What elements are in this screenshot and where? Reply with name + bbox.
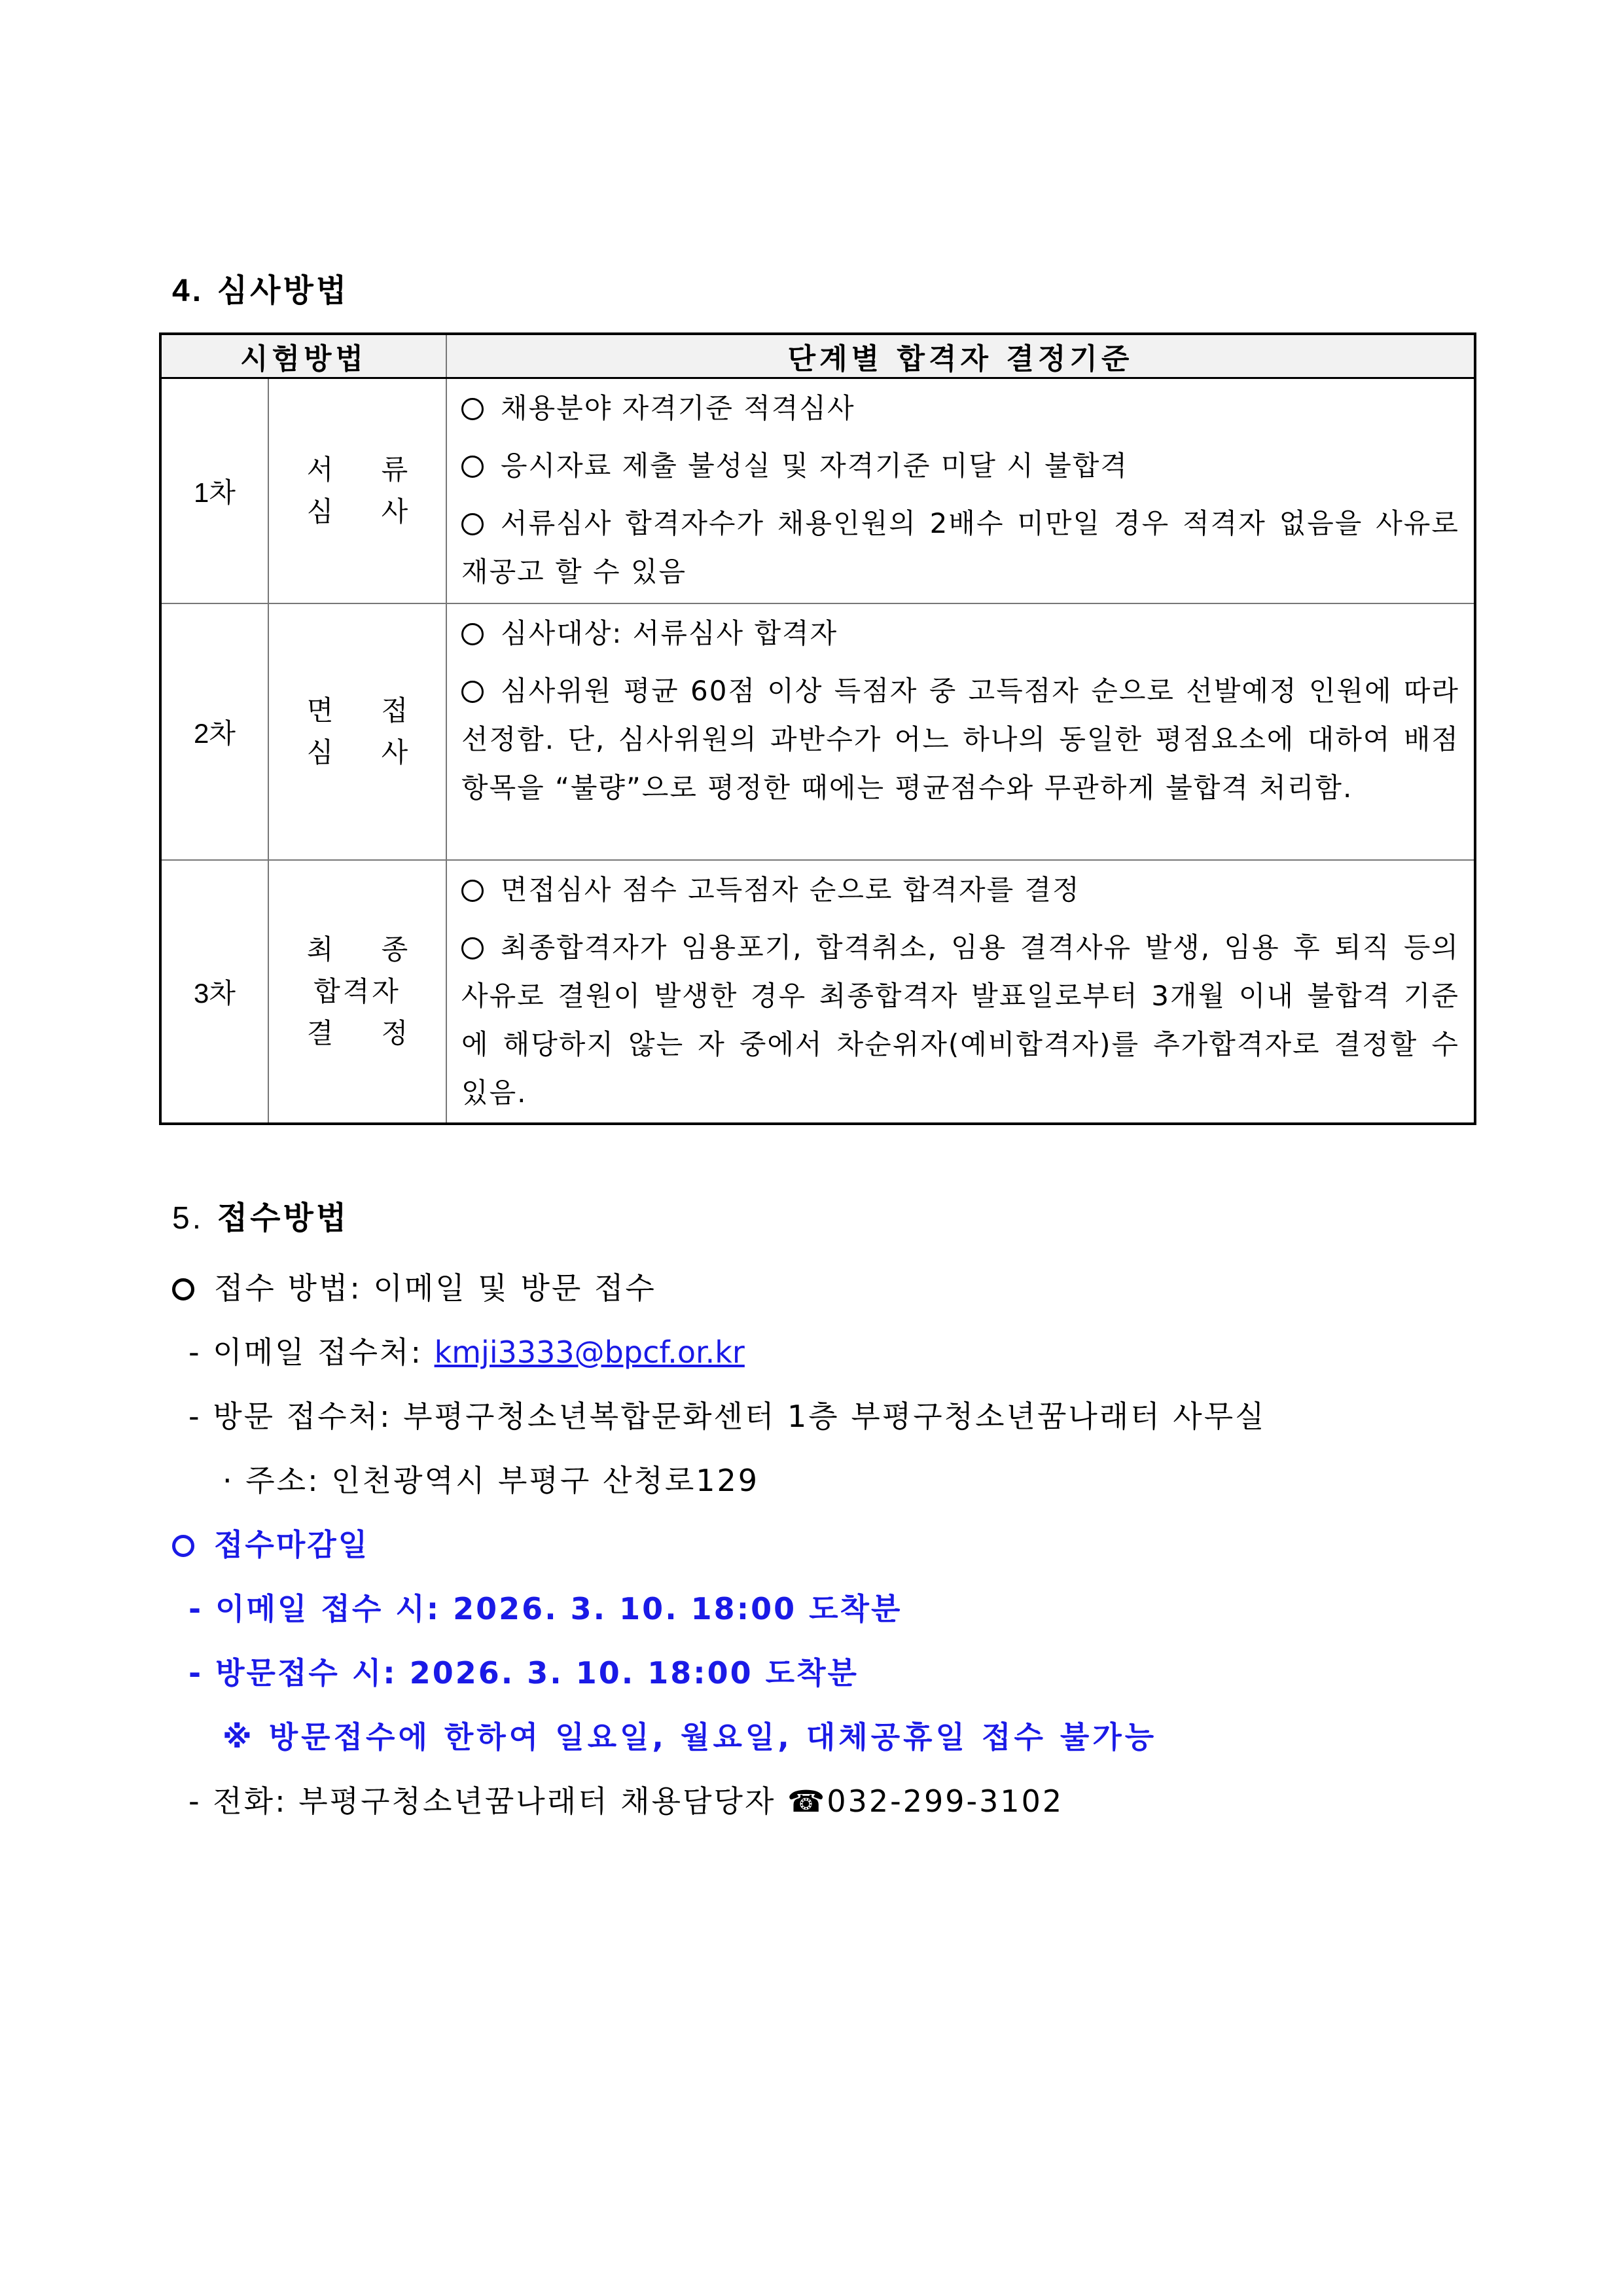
stage-cell: 2차 <box>160 603 268 860</box>
phone-label: - 전화: 부평구청소년꿈나래터 채용담당자 <box>188 1784 787 1819</box>
deadline-note: ※ 방문접수에 한하여 일요일, 월요일, 대체공휴일 접수 불가능 <box>223 1719 1158 1755</box>
table-row <box>160 860 1475 1124</box>
table-header-row <box>160 334 1475 378</box>
section-5-number: 5. <box>172 1201 204 1236</box>
section-4-number: 4. <box>172 274 204 308</box>
address-line: · 주소: 인천광역시 부평구 산청로129 <box>223 1463 760 1498</box>
table-row <box>160 603 1475 860</box>
criteria-item: 채용분야 자격기준 적격심사 <box>461 384 1459 433</box>
email-submission <box>188 1329 745 1372</box>
deadline-title: 접수마감일 <box>172 1521 369 1564</box>
criteria-item: 최종합격자가 임용포기, 합격취소, 임용 결격사유 발생, 임용 후 퇴직 등의 사유로 결원이 발생한 경우 최종합격자 발표일로부터 3개월 이내 불합격 기준에 해당하지 않는 자 중에서 차순위자(예비합격자)를 추가합격자로 결정할 수 있음. <box>461 931 1459 1109</box>
ring-bullet-icon <box>172 1535 194 1557</box>
phone-icon: ☎ <box>787 1784 827 1819</box>
method-line: 서 류 <box>306 453 428 486</box>
criteria-item: 심사위원 평균 60점 이상 득점자 중 고득점자 순으로 선발예정 인원에 따라 선정함. 단, 심사위원의 과반수가 어느 하나의 동일한 평점요소에 대하여 배점항목을 “불량”으로 평정한 때에는 평균점수와 무관하게 불합격 처리함. <box>461 674 1459 804</box>
method-line: 심 사 <box>306 736 428 768</box>
criteria-cell <box>446 603 1475 860</box>
circle-bullet-icon <box>461 937 484 960</box>
header-exam-method: 시험방법 <box>160 334 446 378</box>
circle-bullet-icon <box>461 681 484 703</box>
email-link[interactable]: kmji3333@bpcf.or.kr <box>434 1335 745 1370</box>
review-method-table <box>159 332 1476 1125</box>
circle-bullet-icon <box>461 880 484 902</box>
phone-line <box>188 1778 1063 1821</box>
stage-cell: 3차 <box>160 860 268 1124</box>
table-row <box>160 378 1475 603</box>
deadline-visit: - 방문접수 시: 2026. 3. 10. 18:00 도착분 <box>188 1655 859 1691</box>
submission-method: 접수 방법: 이메일 및 방문 접수 <box>172 1265 656 1308</box>
header-criteria: 단계별 합격자 결정기준 <box>446 334 1475 378</box>
method-line: 심 사 <box>306 495 428 528</box>
criteria-cell <box>446 860 1475 1124</box>
method-line: 결 정 <box>306 1016 428 1049</box>
ring-bullet-icon <box>172 1278 194 1300</box>
criteria-item: 심사대상: 서류심사 합격자 <box>461 609 1459 658</box>
method-line: 최 종 <box>306 933 428 965</box>
method-cell <box>268 378 446 603</box>
phone-number: 032-299-3102 <box>827 1784 1064 1819</box>
criteria-item: 응시자료 제출 불성실 및 자격기준 미달 시 불합격 <box>461 442 1459 490</box>
criteria-item: 면접심사 점수 고득점자 순으로 합격자를 결정 <box>461 866 1459 914</box>
section-5-title <box>172 1193 349 1238</box>
section-5-heading: 접수방법 <box>217 1200 349 1236</box>
method-cell <box>268 860 446 1124</box>
circle-bullet-icon <box>461 398 484 420</box>
section-4-title <box>172 265 349 310</box>
circle-bullet-icon <box>461 456 484 478</box>
circle-bullet-icon <box>461 513 484 535</box>
stage-cell: 1차 <box>160 378 268 603</box>
criteria-cell <box>446 378 1475 603</box>
visit-submission: - 방문 접수처: 부평구청소년복합문화센터 1층 부평구청소년꿈나래터 사무실 <box>188 1399 1266 1434</box>
method-cell <box>268 603 446 860</box>
method-line: 합격자 <box>313 975 401 1007</box>
circle-bullet-icon <box>461 623 484 645</box>
method-line: 면 접 <box>306 694 428 726</box>
section-4-heading: 심사방법 <box>217 272 349 309</box>
criteria-item: 서류심사 합격자수가 채용인원의 2배수 미만일 경우 적격자 없음을 사유로 재공고 할 수 있음 <box>461 507 1459 588</box>
deadline-email: - 이메일 접수 시: 2026. 3. 10. 18:00 도착분 <box>188 1591 902 1626</box>
email-label: - 이메일 접수처: <box>188 1335 435 1370</box>
